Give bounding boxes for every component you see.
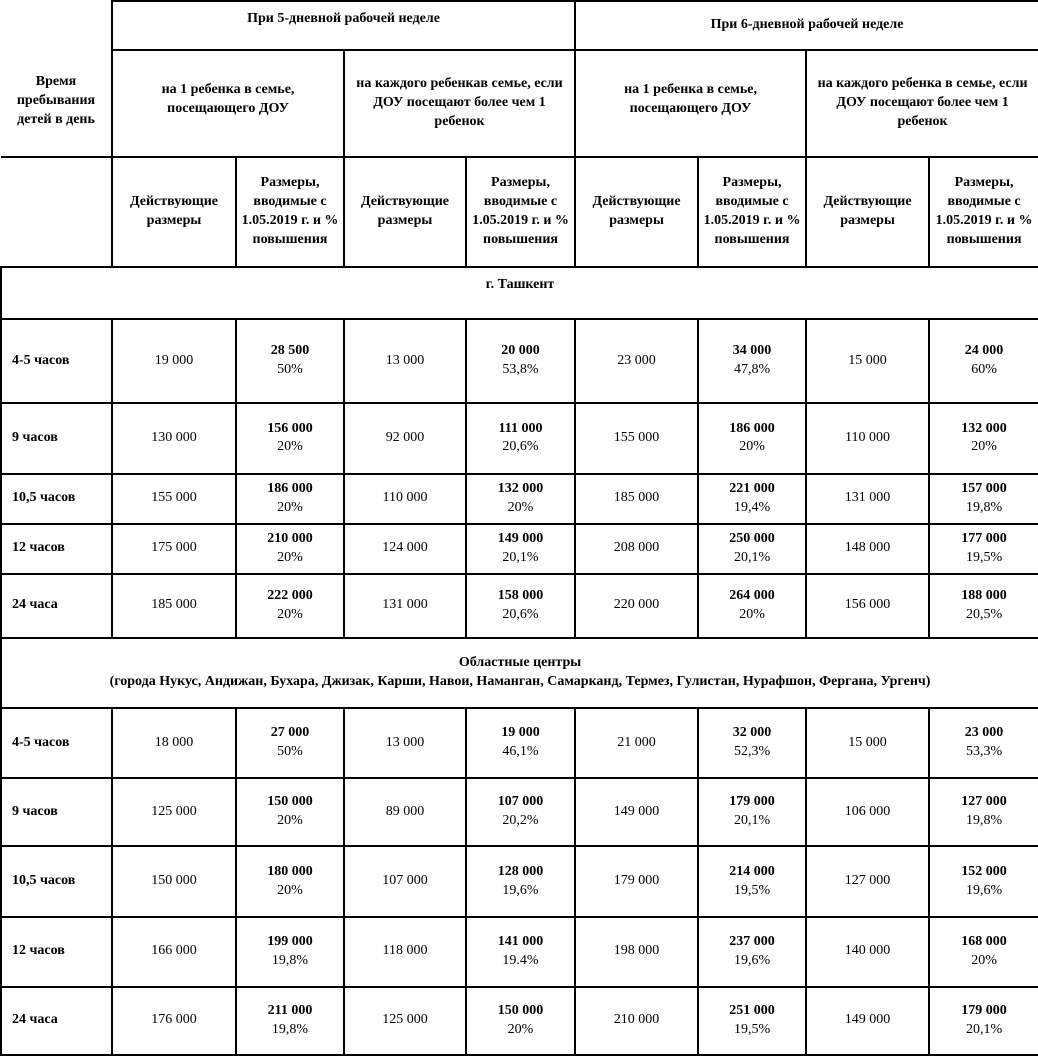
- new-value-cell: [698, 846, 806, 916]
- new-value: 149 000: [497, 530, 544, 546]
- time-column-label: Время пребывания детей в день: [16, 74, 96, 127]
- current-value: 127 000: [806, 846, 929, 916]
- current-value: 130 000: [112, 403, 236, 473]
- new-value-cell: [466, 846, 575, 916]
- current-value: 149 000: [806, 987, 929, 1055]
- increase-percent: 20,1%: [965, 1021, 1003, 1037]
- new-value: 188 000: [961, 587, 1007, 603]
- new-value: 186 000: [267, 480, 313, 496]
- current-value: 118 000: [344, 917, 466, 987]
- new-value: 211 000: [267, 1002, 313, 1018]
- increase-percent: 20%: [277, 499, 303, 515]
- increase-percent: 19,6%: [965, 882, 1003, 898]
- new-value: 156 000: [267, 420, 313, 436]
- row-label: 9 часов: [1, 403, 112, 473]
- new-value: 128 000: [497, 863, 544, 879]
- one-child-label: на 1 ребенка в семье, посещающего ДОУ: [161, 82, 295, 116]
- new-value: 111 000: [498, 420, 543, 436]
- new-value-cell: [698, 778, 806, 846]
- new-value-cell: [236, 574, 344, 638]
- new-value-cell: [698, 574, 806, 638]
- new-value-cell: [236, 846, 344, 916]
- week6-one-child-header: [575, 50, 806, 157]
- current-value: 19 000: [112, 319, 236, 403]
- new-value: 214 000: [729, 863, 775, 879]
- table-row: [1, 474, 1038, 524]
- one-child-label: на 1 ребенка в семье, посещающего ДОУ: [624, 82, 757, 116]
- new-value: 158 000: [497, 587, 544, 603]
- increase-percent: 20,6%: [502, 439, 539, 455]
- current-value: 23 000: [575, 319, 698, 403]
- row-label: 10,5 часов: [1, 846, 112, 916]
- current-label: Действующие размеры: [129, 194, 219, 228]
- new-value: 237 000: [729, 933, 775, 949]
- new-value-cell: [236, 474, 344, 524]
- current-value: 110 000: [806, 403, 929, 473]
- increase-percent: 60%: [971, 362, 997, 378]
- new-value-cell: [698, 708, 806, 778]
- new-value: 24 000: [964, 343, 1004, 359]
- new-value: 27 000: [270, 725, 310, 741]
- current-value: 125 000: [112, 778, 236, 846]
- new-value: 132 000: [961, 420, 1007, 436]
- table-row: [1, 403, 1038, 473]
- increase-percent: 20,1%: [502, 549, 539, 565]
- increase-percent: 20%: [277, 606, 303, 622]
- increase-percent: 50%: [277, 744, 303, 760]
- new-label: Размеры, вводимые с 1.05.2019 г. и % повышения: [935, 175, 1033, 247]
- new-value-cell: [466, 917, 575, 987]
- new-value: 132 000: [497, 480, 544, 496]
- new-value-cell: [929, 524, 1038, 574]
- current-value: 175 000: [112, 524, 236, 574]
- current-value: 150 000: [112, 846, 236, 916]
- current-label: Действующие размеры: [360, 194, 450, 228]
- table-row: [1, 987, 1038, 1055]
- current-value: 18 000: [112, 708, 236, 778]
- increase-percent: 20,1%: [733, 549, 771, 565]
- increase-percent: 53,3%: [965, 744, 1003, 760]
- new-value: 141 000: [497, 933, 544, 949]
- new-header: [466, 157, 575, 267]
- row-label: 12 часов: [1, 917, 112, 987]
- new-value-cell: [698, 917, 806, 987]
- new-value-cell: [698, 474, 806, 524]
- week6-each-child-header: [806, 50, 1038, 157]
- table-row: [1, 708, 1038, 778]
- increase-percent: 20%: [739, 606, 765, 622]
- new-value-cell: [466, 403, 575, 473]
- new-value-cell: [929, 319, 1038, 403]
- new-value: 20 000: [501, 343, 540, 359]
- new-value-cell: [466, 574, 575, 638]
- increase-percent: 19,4%: [733, 499, 771, 515]
- increase-percent: 20%: [739, 439, 765, 455]
- new-value-cell: [236, 708, 344, 778]
- region-row-oblast-centers: [1, 638, 1038, 708]
- current-header: [344, 157, 466, 267]
- increase-percent: 53,8%: [502, 362, 539, 378]
- increase-percent: 20,6%: [502, 606, 539, 622]
- each-child-label: на каждого ребенка в семье, если ДОУ посещают более чем 1 ребенок: [817, 76, 1028, 129]
- increase-percent: 19,6%: [733, 952, 771, 968]
- increase-percent: 20,5%: [965, 606, 1003, 622]
- current-header: [112, 157, 236, 267]
- new-value-cell: [929, 574, 1038, 638]
- row-label: 4-5 часов: [1, 708, 112, 778]
- current-value: 140 000: [806, 917, 929, 987]
- new-value: 19 000: [501, 725, 540, 741]
- new-value: 179 000: [729, 794, 775, 810]
- week5-header: [112, 1, 575, 50]
- week5-one-child-header: [112, 50, 344, 157]
- week6-label: При 6-дневной рабочей неделе: [710, 17, 904, 33]
- table-row: [1, 524, 1038, 574]
- new-value-cell: [466, 987, 575, 1055]
- increase-percent: 20%: [277, 439, 303, 455]
- new-value-cell: [466, 778, 575, 846]
- increase-percent: 19,5%: [733, 1021, 771, 1037]
- current-value: 179 000: [575, 846, 698, 916]
- new-value: 199 000: [267, 933, 313, 949]
- increase-percent: 50%: [277, 362, 303, 378]
- new-value-cell: [698, 524, 806, 574]
- current-value: 92 000: [344, 403, 466, 473]
- table-row: [1, 319, 1038, 403]
- region-row-tashkent: [1, 267, 1038, 319]
- current-label: Действующие размеры: [823, 194, 912, 228]
- new-value-cell: [929, 987, 1038, 1055]
- table-row: [1, 846, 1038, 916]
- table-row: [1, 778, 1038, 846]
- new-value: 264 000: [729, 587, 775, 603]
- increase-percent: 20%: [971, 952, 997, 968]
- each-child-label: на каждого ребенкав семье, если ДОУ посещают более чем 1 ребенок: [356, 76, 563, 129]
- increase-percent: 20,1%: [733, 813, 771, 829]
- current-value: 210 000: [575, 987, 698, 1055]
- new-value-cell: [929, 474, 1038, 524]
- new-value: 23 000: [964, 725, 1004, 741]
- new-value-cell: [466, 319, 575, 403]
- current-value: 148 000: [806, 524, 929, 574]
- new-value: 180 000: [267, 863, 313, 879]
- current-value: 21 000: [575, 708, 698, 778]
- row-label: 10,5 часов: [1, 474, 112, 524]
- current-value: 124 000: [344, 524, 466, 574]
- new-value-cell: [236, 524, 344, 574]
- current-value: 131 000: [344, 574, 466, 638]
- time-column-header: [1, 1, 112, 157]
- current-header: [575, 157, 698, 267]
- new-value-cell: [466, 524, 575, 574]
- new-value: 210 000: [267, 530, 313, 546]
- current-value: 13 000: [344, 708, 466, 778]
- new-value: 250 000: [729, 530, 775, 546]
- current-value: 185 000: [112, 574, 236, 638]
- current-value: 15 000: [806, 708, 929, 778]
- current-value: 208 000: [575, 524, 698, 574]
- new-header: [236, 157, 344, 267]
- new-value: 127 000: [961, 794, 1007, 810]
- current-value: 220 000: [575, 574, 698, 638]
- new-value-cell: [698, 319, 806, 403]
- new-value: 221 000: [729, 480, 775, 496]
- week5-each-child-header: [344, 50, 575, 157]
- increase-percent: 19,8%: [271, 1021, 309, 1037]
- increase-percent: 20%: [507, 499, 534, 515]
- row-label: 9 часов: [1, 778, 112, 846]
- new-value: 152 000: [961, 863, 1007, 879]
- new-value-cell: [236, 319, 344, 403]
- new-value-cell: [929, 708, 1038, 778]
- current-value: 13 000: [344, 319, 466, 403]
- table-row: [1, 574, 1038, 638]
- current-value: 106 000: [806, 778, 929, 846]
- new-value-cell: [929, 778, 1038, 846]
- increase-percent: 20%: [971, 439, 997, 455]
- new-value-cell: [929, 846, 1038, 916]
- row-label: 4-5 часов: [1, 319, 112, 403]
- current-value: 155 000: [575, 403, 698, 473]
- row-label: 24 часа: [1, 574, 112, 638]
- new-value: 28 500: [270, 343, 310, 359]
- new-value: 107 000: [497, 794, 544, 810]
- increase-percent: 19,5%: [965, 549, 1003, 565]
- increase-percent: 20%: [277, 882, 303, 898]
- current-value: 125 000: [344, 987, 466, 1055]
- current-value: 198 000: [575, 917, 698, 987]
- week5-label: При 5-дневной рабочей неделе: [247, 11, 440, 26]
- new-value: 186 000: [729, 420, 775, 436]
- increase-percent: 20%: [507, 1021, 534, 1037]
- new-header: [698, 157, 806, 267]
- current-header: [806, 157, 929, 267]
- new-value-cell: [236, 917, 344, 987]
- increase-percent: 19,6%: [502, 882, 539, 898]
- new-value: 177 000: [961, 530, 1007, 546]
- new-value: 34 000: [732, 343, 772, 359]
- new-label: Размеры, вводимые с 1.05.2019 г. и % повышения: [703, 175, 801, 247]
- increase-percent: 20%: [277, 549, 303, 565]
- current-value: 149 000: [575, 778, 698, 846]
- current-value: 107 000: [344, 846, 466, 916]
- new-label: Размеры, вводимые с 1.05.2019 г. и % повышения: [472, 175, 569, 247]
- new-value-cell: [698, 403, 806, 473]
- new-value: 251 000: [729, 1002, 775, 1018]
- new-value: 32 000: [732, 725, 772, 741]
- table-row: [1, 917, 1038, 987]
- new-label: Размеры, вводимые с 1.05.2019 г. и % повышения: [241, 175, 339, 247]
- increase-percent: 46,1%: [502, 744, 539, 760]
- current-value: 156 000: [806, 574, 929, 638]
- increase-percent: 20,2%: [502, 813, 539, 829]
- new-value: 222 000: [267, 587, 313, 603]
- row-label: 12 часов: [1, 524, 112, 574]
- current-label: Действующие размеры: [592, 194, 681, 228]
- region-subtitle: (города Нукус, Андижан, Бухара, Джизак, Карши, Навои, Наманган, Самарканд, Термез, Гулистан, Нурафшон, Фергана, Ургенч): [109, 673, 931, 689]
- week6-header: [575, 1, 1038, 50]
- row-label: 24 часа: [1, 987, 112, 1055]
- new-value: 179 000: [961, 1002, 1007, 1018]
- increase-percent: 19,8%: [965, 813, 1003, 829]
- region-title: г. Ташкент: [485, 277, 555, 292]
- new-value: 168 000: [961, 933, 1007, 949]
- current-value: 110 000: [344, 474, 466, 524]
- increase-percent: 20%: [277, 813, 303, 829]
- new-value-cell: [236, 778, 344, 846]
- current-value: 131 000: [806, 474, 929, 524]
- current-value: 185 000: [575, 474, 698, 524]
- new-value: 150 000: [267, 794, 313, 810]
- new-value-cell: [466, 474, 575, 524]
- new-value: 157 000: [961, 480, 1007, 496]
- new-value-cell: [236, 987, 344, 1055]
- table-header: [1, 1, 1038, 267]
- increase-percent: 19,5%: [733, 882, 771, 898]
- table-body: [1, 267, 1038, 1055]
- increase-percent: 19.4%: [502, 952, 539, 968]
- current-value: 89 000: [344, 778, 466, 846]
- current-value: 166 000: [112, 917, 236, 987]
- new-value-cell: [236, 403, 344, 473]
- region-title: Областные центры: [458, 655, 582, 671]
- current-value: 155 000: [112, 474, 236, 524]
- empty-header-cell: [1, 157, 112, 267]
- new-value-cell: [929, 403, 1038, 473]
- new-header: [929, 157, 1038, 267]
- new-value: 150 000: [497, 1002, 544, 1018]
- new-value-cell: [929, 917, 1038, 987]
- current-value: 15 000: [806, 319, 929, 403]
- increase-percent: 47,8%: [733, 362, 771, 378]
- new-value-cell: [698, 987, 806, 1055]
- increase-percent: 19,8%: [271, 952, 309, 968]
- new-value-cell: [466, 708, 575, 778]
- increase-percent: 52,3%: [733, 744, 771, 760]
- increase-percent: 19,8%: [965, 499, 1003, 515]
- current-value: 176 000: [112, 987, 236, 1055]
